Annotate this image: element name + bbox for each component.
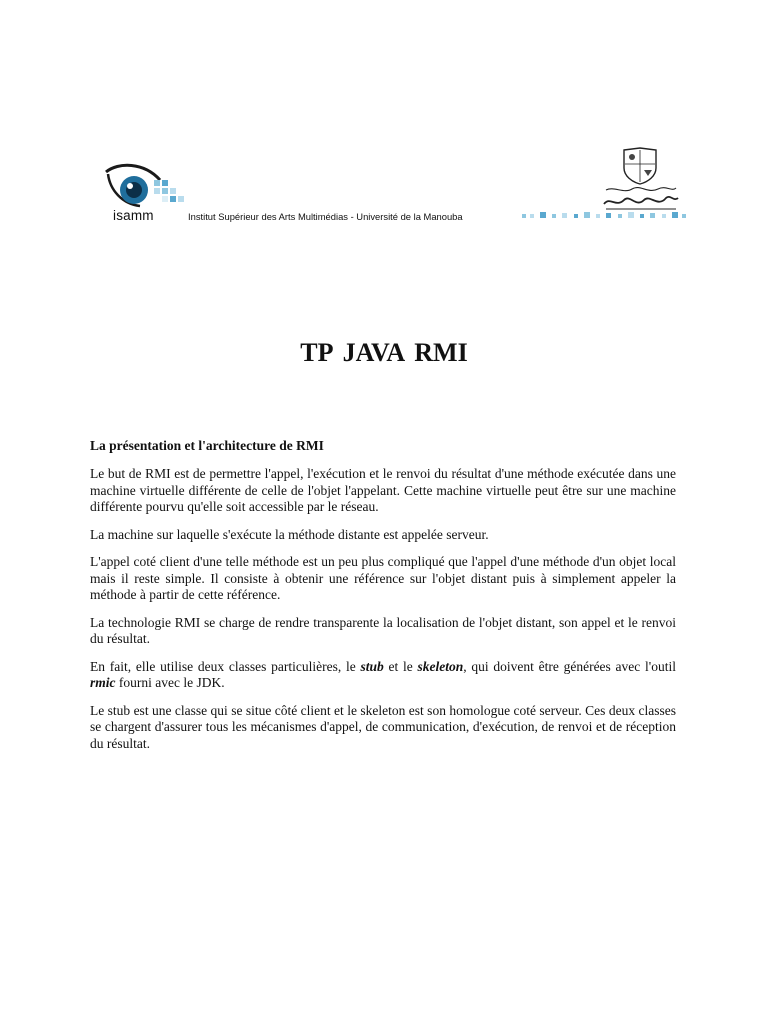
stub-term: stub: [360, 658, 384, 674]
text-run: fourni avec le JDK.: [115, 675, 225, 690]
institute-name: Institut Supérieur des Arts Multimédias - Université de la Manouba: [188, 211, 463, 222]
paragraph: Le but de RMI est de permettre l'appel, l'exécution et le renvoi du résultat d'une méthode exécutée dans une machine virtuelle différente de celle de l'objet l'appelant. Cette machine virtuelle peut être sur une machine différente pourvu qu'elle soit accessible par le réseau.: [90, 466, 676, 514]
isamm-logo-text: isamm: [113, 208, 154, 223]
tunisia-ministry-emblem-icon: [600, 146, 680, 216]
text-run: En fait, elle utilise deux classes particulières, le: [90, 658, 361, 674]
rmic-term: rmic: [90, 675, 116, 690]
paragraph: La technologie RMI se charge de rendre transparente la localisation de l'objet distant, son appel et le renvoi du résultat.: [90, 614, 676, 646]
text-run: et le: [383, 658, 418, 674]
text-run: , qui doivent être générées avec l'outil: [463, 658, 676, 674]
document-title: TP JAVA RMI: [300, 338, 468, 367]
paragraph: La machine sur laquelle s'exécute la méthode distante est appelée serveur.: [90, 526, 489, 542]
skeleton-term: skeleton: [417, 658, 464, 674]
document-header: [0, 0, 768, 260]
paragraph: Le stub est une classe qui se situe côté client et le skeleton est son homologue coté serveur. Ces deux classes se chargent d'assurer tous les mécanismes d'appel, de communication, d'exécution, de renvoi et de réception du résultat.: [90, 702, 676, 751]
section-heading: La présentation et l'architecture de RMI: [90, 438, 324, 453]
document-body: [90, 438, 676, 763]
isamm-eye-logo-icon: [100, 160, 190, 212]
paragraph-stub-skeleton: [90, 659, 676, 692]
paragraph: L'appel coté client d'une telle méthode est un peu plus compliqué que l'appel d'une méthode d'un objet local mais il reste simple. Il consiste à obtenir une référence sur l'objet distant puis à simplement appeler la méthode à partir de cette référence.: [90, 554, 676, 602]
